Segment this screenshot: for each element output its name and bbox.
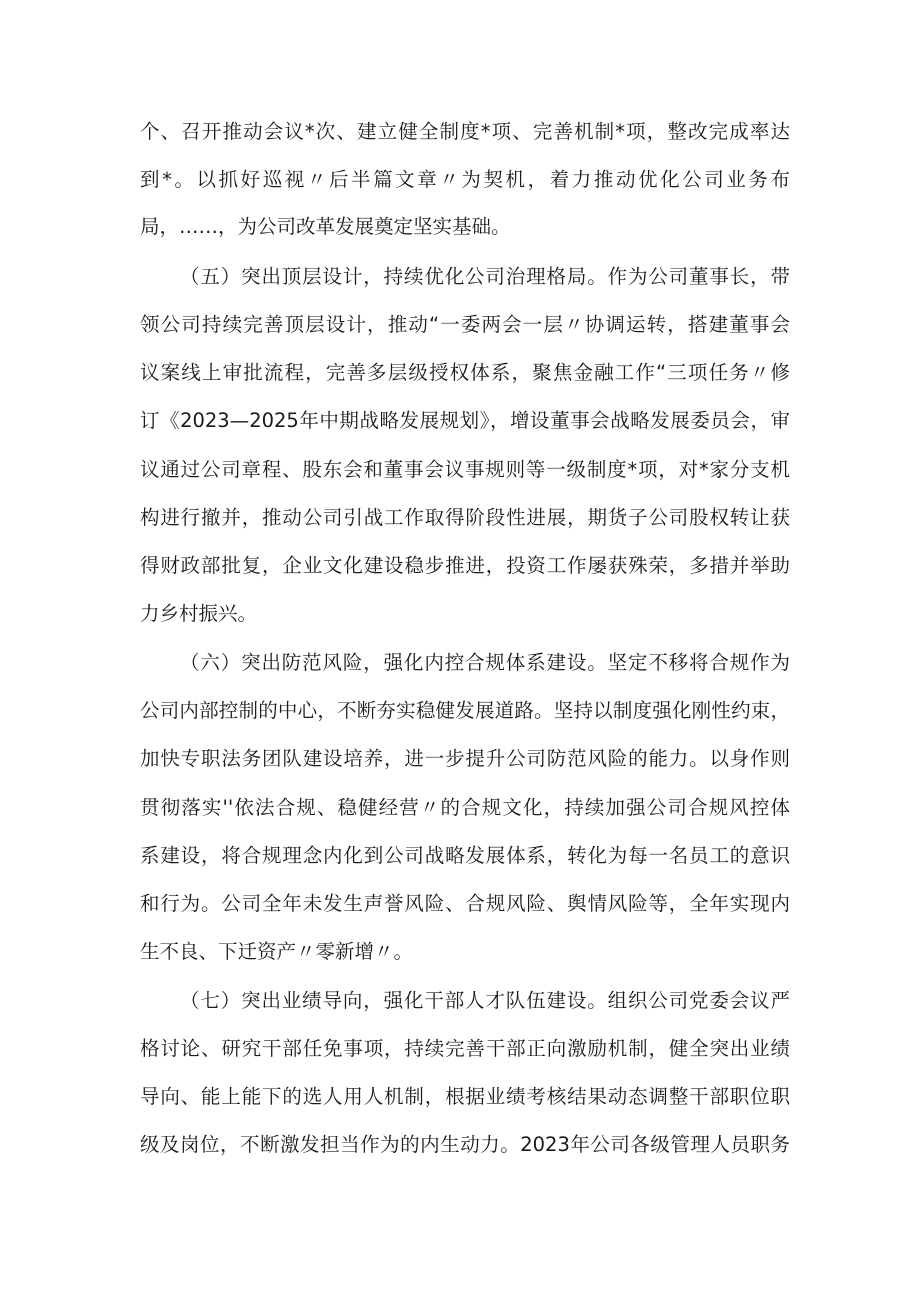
text-line: 系建设，将合规理念内化到公司战略发展体系，转化为每一名员工的意识	[140, 844, 790, 867]
text-line: 得财政部批复，企业文化建设稳步推进，投资工作屡获殊荣，多措并举助	[140, 554, 790, 577]
text-line: 力乡村振兴。	[140, 602, 258, 625]
text-line: 生不良、下迁资产〃零新增〃。	[140, 940, 414, 963]
text-line: 构进行撤并，推动公司引战工作取得阶段性进展，期货子公司股权转让获	[140, 506, 790, 529]
text-line: 局，……，为公司改革发展奠定坚实基础。	[140, 215, 511, 238]
text-line: 议案线上审批流程，完善多层级授权体系，聚焦金融工作“三项任务〃修	[140, 361, 790, 384]
text-line: 导向、能上能下的选人用人机制，根据业绩考核结果动态调整干部职位职	[140, 1085, 790, 1108]
text-line: 议通过公司章程、股东会和董事会议事规则等一级制度*项，对*家分支机	[140, 458, 790, 481]
paragraph-heading-5: （五）突出顶层设计，持续优化公司治理格局。作为公司董事长，带	[180, 265, 790, 288]
text-line: 个、召开推动会议*次、建立健全制度*项、完善机制*项，整改完成率达	[140, 120, 790, 143]
text-line: 级及岗位，不断激发担当作为的内生动力。2023年公司各级管理人员职务	[140, 1133, 790, 1156]
text-line: 格讨论、研究干部任免事项，持续完善干部正向激励机制，健全突出业绩	[140, 1037, 790, 1060]
text-line: 到*。以抓好巡视〃后半篇文章〃为契机，着力推动优化公司业务布	[140, 168, 790, 191]
text-line: 公司内部控制的中心，不断夯实稳健发展道路。坚持以制度强化刚性约束，	[140, 699, 790, 722]
text-line: 贯彻落实''依法合规、稳健经营〃的合规文化，持续加强公司合规风控体	[140, 796, 790, 819]
text-line: 领公司持续完善顶层设计，推动“一委两会一层〃协调运转，搭建董事会	[140, 313, 790, 336]
paragraph-heading-7: （七）突出业绩导向，强化干部人才队伍建设。组织公司党委会议严	[180, 989, 790, 1012]
text-line: 订《2023—2025年中期战略发展规划》，增设董事会战略发展委员会，审	[140, 409, 790, 432]
text-line: 和行为。公司全年未发生声誉风险、合规风险、舆情风险等，全年实现内	[140, 892, 790, 915]
text-line: 加快专职法务团队建设培养，进一步提升公司防范风险的能力。以身作则	[140, 747, 790, 770]
paragraph-heading-6: （六）突出防范风险，强化内控合规体系建设。坚定不移将合规作为	[180, 651, 790, 674]
